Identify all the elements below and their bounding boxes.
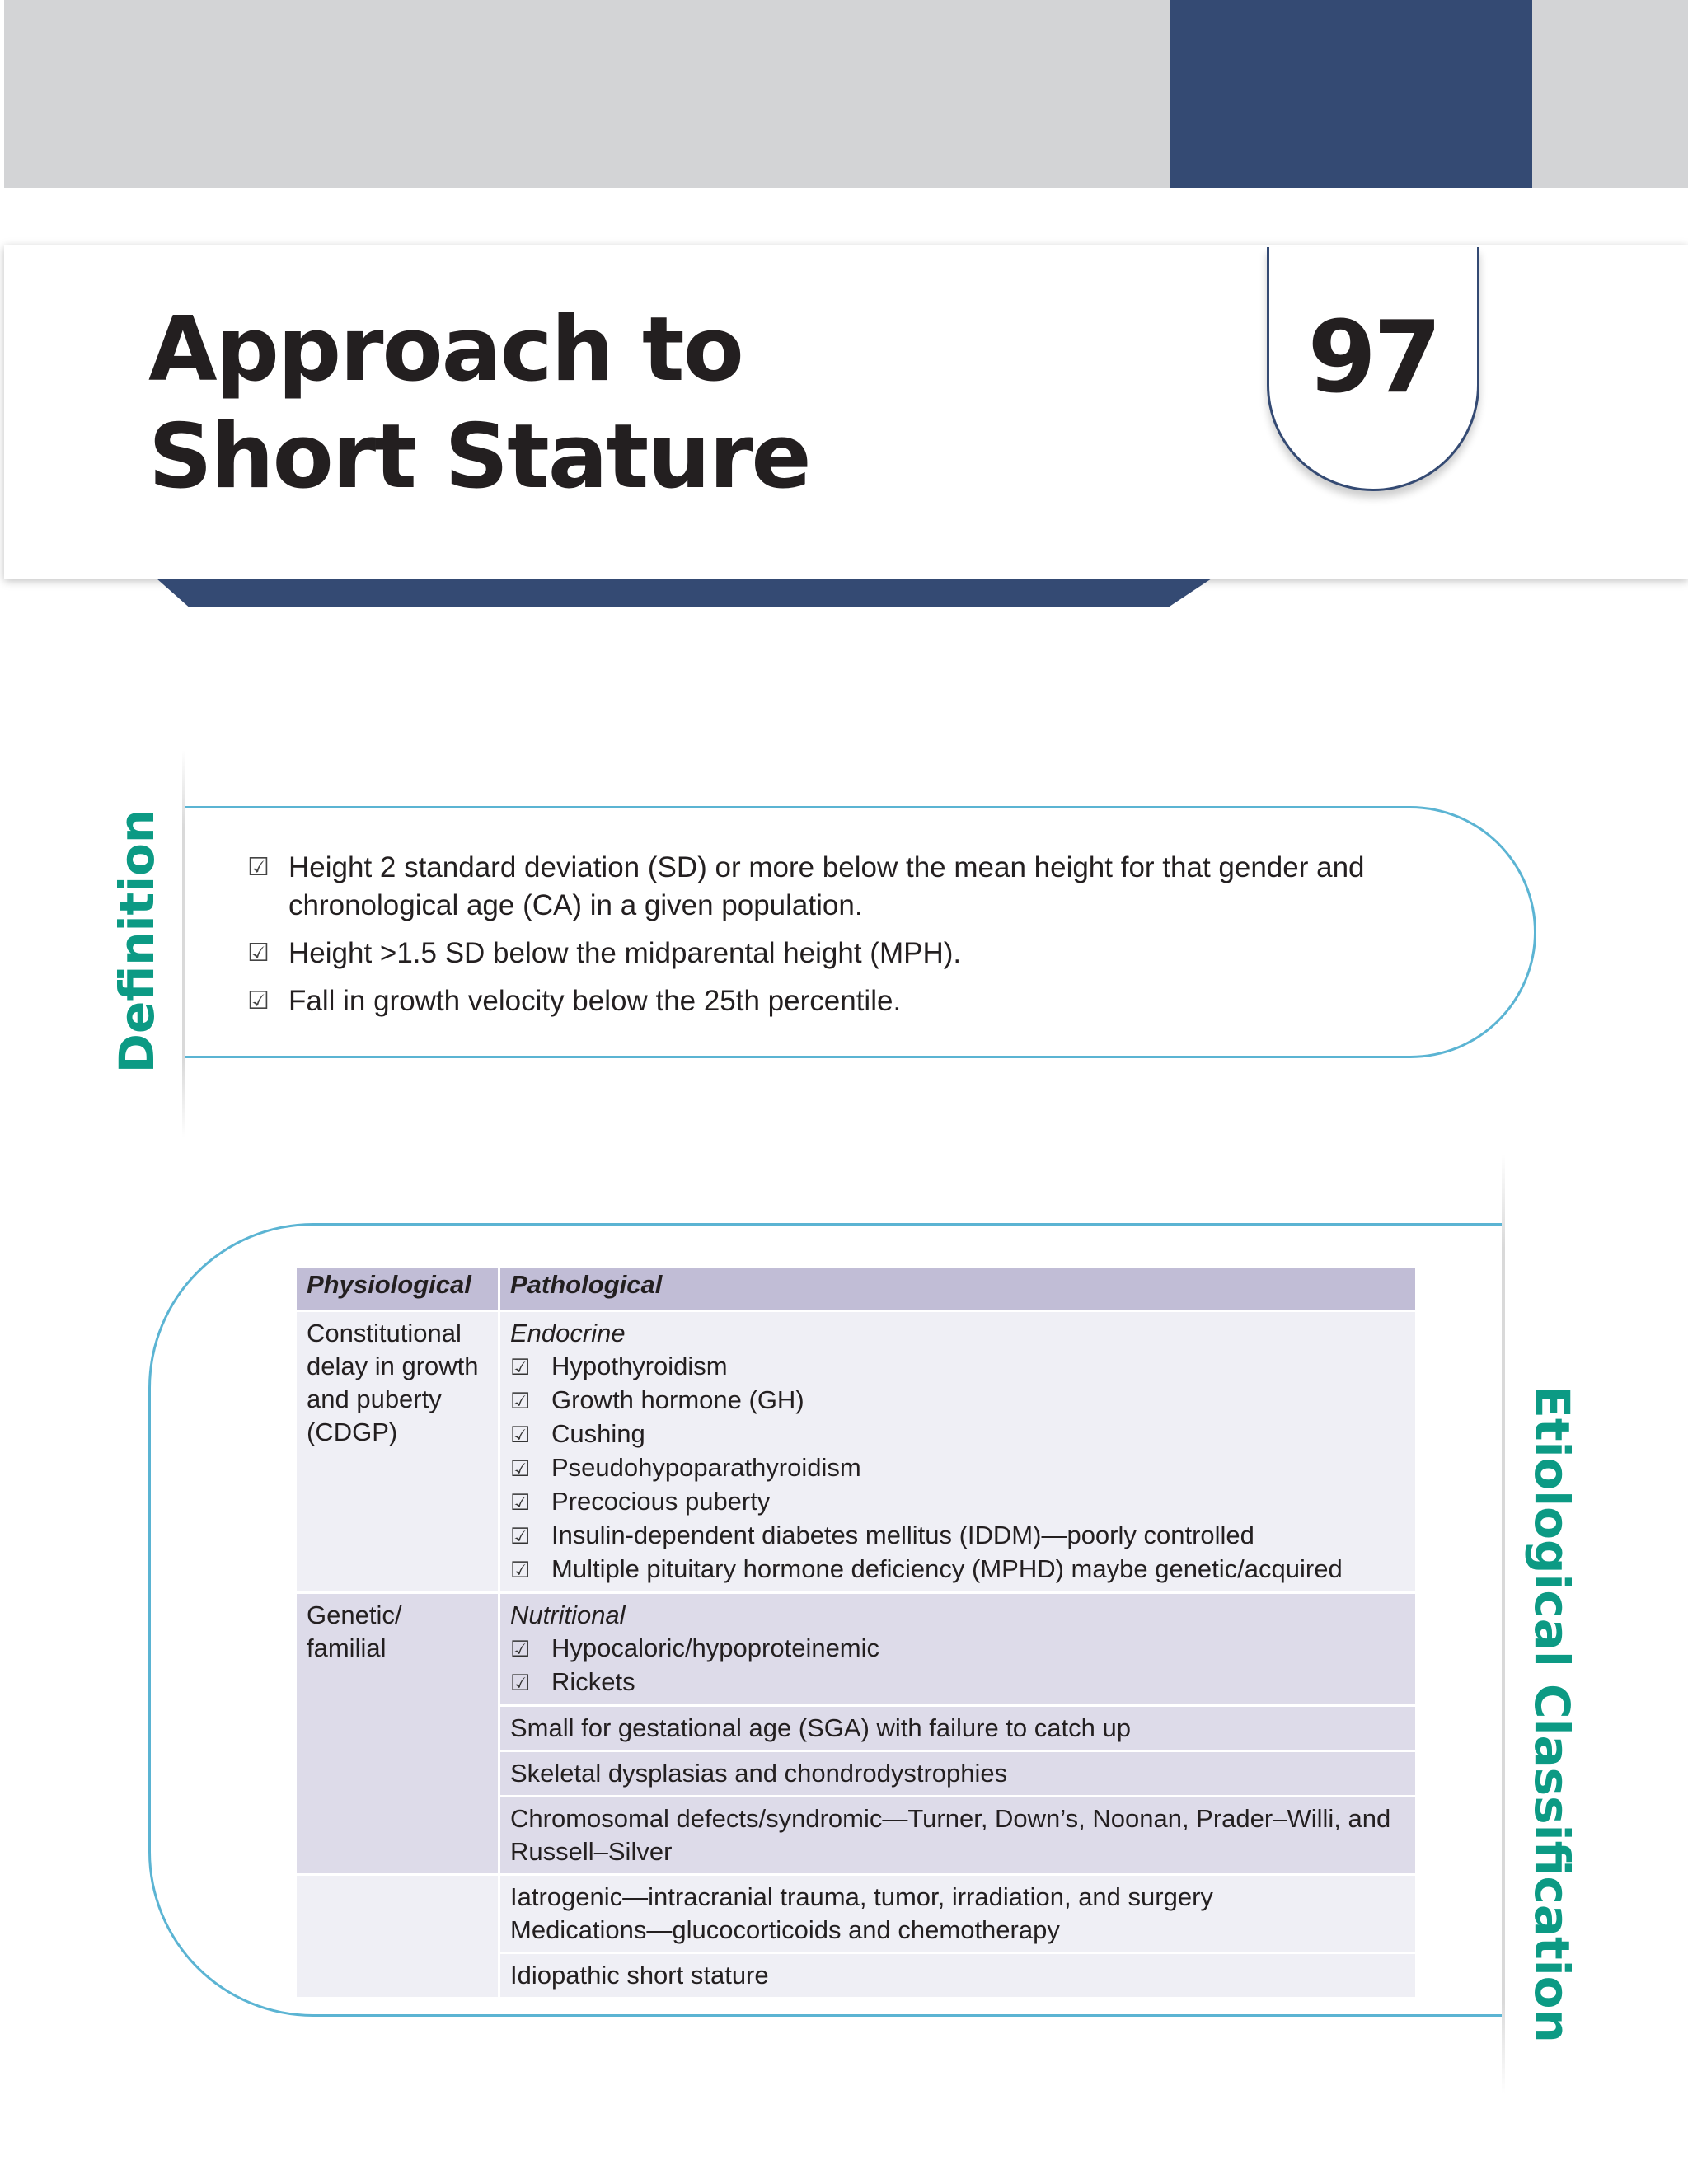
- definition-item: [247, 982, 1418, 1020]
- column-header-physiological: Physiological: [296, 1268, 499, 1311]
- list-item: [510, 1418, 1405, 1451]
- list-item: [510, 1632, 1405, 1666]
- definition-list: [247, 849, 1418, 1030]
- checkbox-icon: ☑: [510, 1637, 531, 1661]
- column-header-pathological: Pathological: [499, 1268, 1417, 1311]
- cell-text: Iatrogenic—intracranial trauma, tumor, irradiation, and surgery: [510, 1882, 1213, 1911]
- cell-sga: Small for gestational age (SGA) with failure to catch up: [499, 1706, 1417, 1751]
- cell-text: Russell–Silver: [510, 1837, 673, 1866]
- list-item-text: Cushing: [551, 1419, 645, 1448]
- checkbox-icon: ☑: [510, 1524, 531, 1549]
- cell-empty: [296, 1875, 499, 1999]
- list-item: [510, 1519, 1405, 1553]
- checkbox-icon: ☑: [247, 987, 270, 1015]
- table-row: [296, 1875, 1417, 1953]
- cell-iatrogenic: [499, 1875, 1417, 1953]
- definition-item: [247, 849, 1418, 925]
- cell-text: familial: [307, 1633, 387, 1662]
- header-tab: [1170, 0, 1532, 188]
- list-item-text: Hypothyroidism: [551, 1352, 728, 1380]
- list-item-text: Pseudohypoparathyroidism: [551, 1453, 861, 1482]
- list-item-text: Growth hormone (GH): [551, 1385, 804, 1414]
- cell-text: delay in growth: [307, 1352, 479, 1380]
- checkbox-icon: ☑: [247, 940, 270, 967]
- list-item: [510, 1350, 1405, 1384]
- etiology-label: Etiological Classification: [1524, 1385, 1580, 2043]
- definition-item-text: chronological age (CA) in a given population.: [288, 889, 863, 921]
- endocrine-heading: Endocrine: [510, 1319, 626, 1347]
- checkbox-icon: ☑: [510, 1490, 531, 1515]
- table-header-row: [296, 1268, 1417, 1311]
- checkbox-icon: ☑: [247, 854, 270, 881]
- cell-endocrine: [499, 1311, 1417, 1593]
- cell-text: (CDGP): [307, 1418, 398, 1446]
- list-item: [510, 1451, 1405, 1485]
- chapter-title-line-2: Short Stature: [148, 405, 810, 509]
- list-item-text: Hypocaloric/hypoproteinemic: [551, 1633, 880, 1662]
- list-item-text: Insulin-dependent diabetes mellitus (IDDM)—poorly controlled: [551, 1521, 1254, 1549]
- etiology-table: [294, 1266, 1418, 1999]
- cell-chromosomal: [499, 1797, 1417, 1875]
- cell-cdgp: [296, 1311, 499, 1593]
- definition-item-text: Height >1.5 SD below the midparental height (MPH).: [288, 937, 962, 969]
- checkbox-icon: ☑: [510, 1389, 531, 1413]
- cell-text: Genetic/: [307, 1601, 402, 1629]
- chapter-title-line-1: Approach to: [148, 298, 743, 401]
- checkbox-icon: ☑: [510, 1422, 531, 1447]
- cell-text: and puberty: [307, 1385, 442, 1413]
- list-item-text: Precocious puberty: [551, 1487, 771, 1516]
- table-row: [296, 1311, 1417, 1593]
- cell-text: Constitutional: [307, 1319, 462, 1347]
- definition-item-text: Fall in growth velocity below the 25th percentile.: [288, 985, 902, 1017]
- definition-label: Definition: [109, 808, 165, 1074]
- chapter-badge: [1267, 247, 1479, 491]
- cell-skeletal: Skeletal dysplasias and chondrodystrophies: [499, 1751, 1417, 1797]
- table-row: [296, 1593, 1417, 1706]
- list-item: [510, 1666, 1405, 1699]
- cell-idiopathic: Idiopathic short stature: [499, 1953, 1417, 1999]
- list-item: [510, 1384, 1405, 1418]
- title-underline-bar: [157, 579, 1212, 607]
- nutritional-heading: Nutritional: [510, 1601, 626, 1629]
- list-item: [510, 1553, 1405, 1586]
- cell-nutritional: [499, 1593, 1417, 1706]
- checkbox-icon: ☑: [510, 1671, 531, 1695]
- list-item-text: Multiple pituitary hormone deficiency (MPHD) maybe genetic/acquired: [551, 1554, 1343, 1583]
- chapter-number: 97: [1307, 301, 1439, 415]
- list-item-text: Rickets: [551, 1667, 635, 1696]
- checkbox-icon: ☑: [510, 1558, 531, 1582]
- cell-text: Chromosomal defects/syndromic—Turner, Down’s, Noonan, Prader–Willi, and: [510, 1804, 1391, 1833]
- checkbox-icon: ☑: [510, 1456, 531, 1481]
- etiology-divider: [1502, 1154, 1505, 2093]
- definition-item-text: Height 2 standard deviation (SD) or more below the mean height for that gender and: [288, 851, 1365, 883]
- checkbox-icon: ☑: [510, 1355, 531, 1380]
- cell-genetic: [296, 1593, 499, 1875]
- list-item: [510, 1485, 1405, 1519]
- cell-text: Medications—glucocorticoids and chemotherapy: [510, 1915, 1060, 1944]
- definition-item: [247, 935, 1418, 972]
- chapter-title: [148, 297, 810, 511]
